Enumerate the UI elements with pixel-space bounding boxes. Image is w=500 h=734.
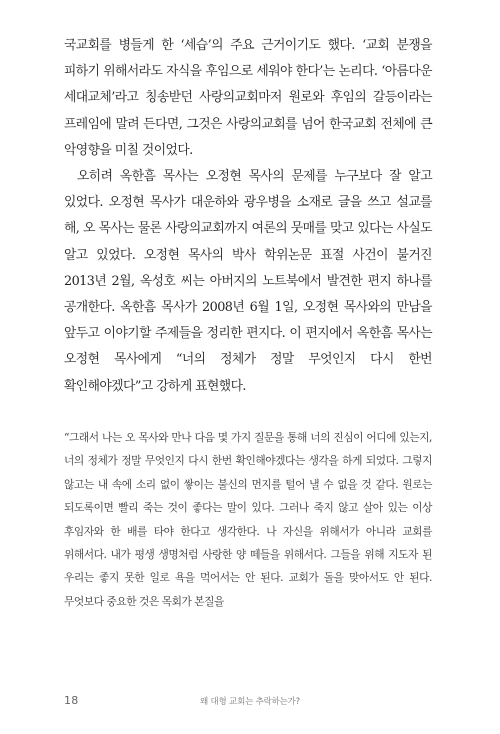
page-footer xyxy=(0,694,500,710)
paragraph-1: 국교회를 병들게 한 ‘세습’의 주요 근거이기도 했다. ‘교회 분쟁을 피하기 위해서라도 자식을 후임으로 세워야 한다’는 논리다. ‘아름다운 세대교체’라고 칭송받던 사랑의교회마저 원로와 후임의 갈등이라는 프레임에 말려 든다면, 그것은 사랑의교회를 넘어 한국교회 전체에 큰 악영향을 미칠 것이었다. xyxy=(64,38,432,158)
paragraph-2: 오히려 옥한흠 목사는 오정현 목사의 문제를 누구보다 잘 알고 있었다. 오정현 목사가 대운하와 광우병을 소재로 글을 쓰고 설교를 해, 오 목사는 물론 사랑의교회까지 여론의 뭇매를 맞고 있다는 사실도 알고 있었다. 오정현 목사의 박사 학위논문 표절 사건이 불거진 2013년 2월, 옥성호 씨는 아버지의 노트북에서 발견한 편지 하나를 공개한다. 옥한흠 목사가 2008년 6월 1일, 오정현 목사와의 만남을 앞두고 이야기할 주제들을 정리한 편지다. 이 편지에서 옥한흠 목사는 오정현 목사에게 “너의 정체가 정말 무엇인지 다시 한번 확인해야겠다”고 강하게 표현했다. xyxy=(64,169,432,394)
block-quote xyxy=(64,426,432,613)
body-text xyxy=(64,33,432,400)
page-number: 18 xyxy=(64,694,79,707)
running-title: 왜 대형 교회는 추락하는가? xyxy=(200,697,300,707)
quote-text: “그래서 나는 오 목사와 만나 다음 몇 가지 질문을 통해 너의 진심이 어디에 있는지, 너의 정체가 정말 무엇인지 다시 한번 확인해야겠다는 생각을 하게 되었다. 그렇지 않고는 내 속에 소리 없이 쌓이는 불신의 먼지를 털어 낼 수 없을 것 같다. 원로는 되도록이면 빨리 죽는 것이 좋다는 말이 있다. 그러나 죽지 않고 살아 있는 이상 후임자와 한 배를 타야 한다고 생각한다. 나 자신을 위해서가 아니라 교회를 위해서다. 내가 평생 생명처럼 사랑한 양 떼들을 위해서다. 그들을 위해 지도자 된 우리는 좋지 못한 일로 욕을 먹어서는 안 된다. 교회가 돌을 맞아서도 안 된다. 무엇보다 중요한 것은 목회가 본질을 xyxy=(64,431,432,608)
